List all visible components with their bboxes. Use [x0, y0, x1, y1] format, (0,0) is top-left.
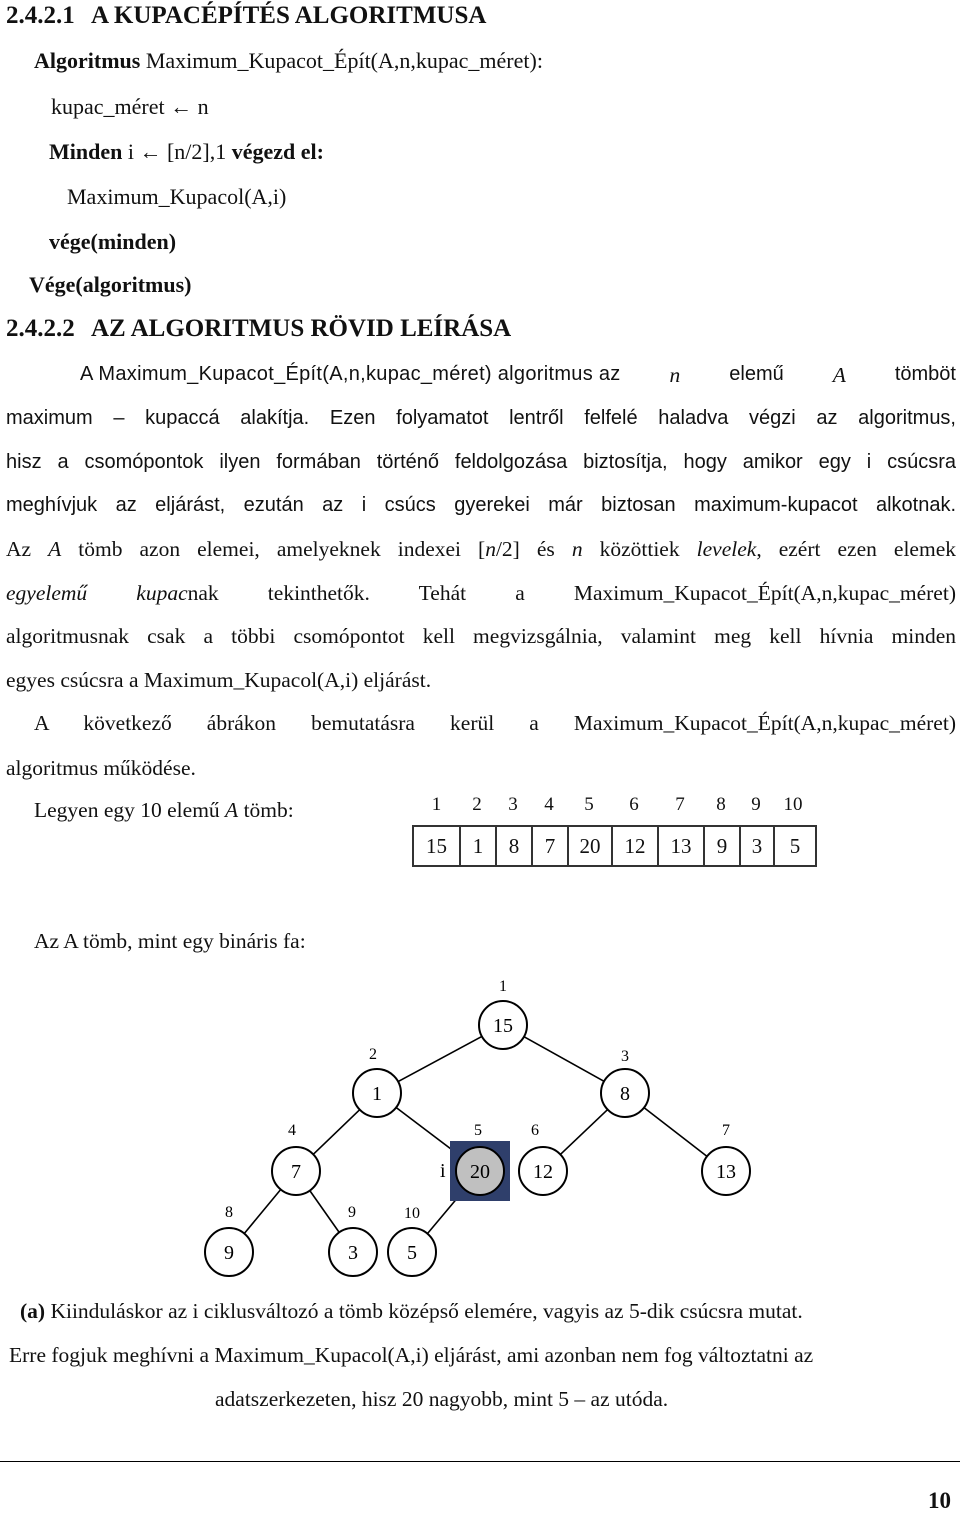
tree-node-index: 6	[531, 1122, 539, 1139]
paragraph-1-line-2: maximum – kupaccá alakítja. Ezen folyamatot lentről felfelé haladva végzi az algoritmus,	[6, 407, 956, 429]
page-number: 10	[928, 1488, 951, 1513]
tree-node-value: 9	[224, 1242, 234, 1264]
tree-node-value: 5	[407, 1242, 417, 1264]
tree-node-value: 3	[348, 1242, 358, 1264]
array-cell: 20	[568, 826, 612, 866]
paragraph-1-line-7: algoritmusnak csak a többi csomópontot kell megvizsgálnia, valamint meg kell hívnia minden	[6, 624, 956, 648]
array-cell: 9	[704, 826, 740, 866]
tree-node-index: 9	[348, 1204, 356, 1221]
binary-tree-diagram	[0, 960, 960, 1290]
algorithm-signature: Maximum_Kupacot_Épít(A,n,kupac_méret):	[140, 48, 543, 73]
tree-intro: Az A tömb, mint egy bináris fa:	[34, 929, 306, 953]
paragraph-1-line-6: egyelemű kupacnak tekinthetők. Tehát a Maximum_Kupacot_Épít(A,n,kupac_méret)	[6, 581, 956, 605]
array-cell: 8	[496, 826, 532, 866]
algorithm-keyword: Algoritmus	[34, 48, 141, 73]
tree-node-value: 7	[291, 1161, 301, 1183]
tree-node-index: 2	[369, 1046, 377, 1063]
tree-node-index: 3	[621, 1048, 629, 1065]
algorithm-line-5: vége(minden)	[49, 229, 177, 254]
section-title: A KUPACÉPÍTÉS ALGORITMUSA	[91, 2, 487, 29]
paragraph-1-line-1: A Maximum_Kupacot_Épít(A,n,kupac_méret) algoritmus az n elemű A tömböt	[80, 363, 956, 387]
tree-node-index: 4	[288, 1122, 296, 1139]
section-heading-2	[6, 315, 511, 343]
do-keyword: végezd el:	[231, 139, 324, 164]
tree-node-value: 13	[716, 1161, 736, 1183]
array-table	[412, 825, 817, 867]
footer-rule	[0, 1461, 960, 1462]
array-cell: 5	[774, 826, 816, 866]
tree-node-value: 1	[372, 1083, 382, 1105]
array-intro: Legyen egy 10 elemű A tömb:	[34, 798, 294, 822]
tree-node-value: 15	[493, 1015, 513, 1037]
paragraph-2-line-1: A következő ábrákon bemutatásra kerül a Maximum_Kupacot_Épít(A,n,kupac_méret)	[34, 711, 956, 735]
caption-line-1: (a) Kiinduláskor az i ciklusváltozó a tömb középső elemére, vagyis az 5-dik csúcsra mutat.	[20, 1299, 803, 1323]
array-row	[413, 826, 816, 866]
paragraph-1-line-3: hisz a csomópontok ilyen formában történő feldolgozása biztosítja, hogy amikor egy i csúcsra	[6, 451, 956, 473]
algorithm-line-1	[34, 48, 543, 74]
caption-label: (a)	[20, 1299, 46, 1323]
array-cell: 13	[658, 826, 704, 866]
tree-edge	[398, 1036, 482, 1081]
array-cell: 15	[413, 826, 460, 866]
tree-edge	[644, 1108, 707, 1157]
array-cell: 3	[740, 826, 774, 866]
tree-edge	[244, 1189, 280, 1233]
tree-node-value: 8	[620, 1083, 630, 1105]
tree-edge	[524, 1037, 604, 1082]
algorithm-line-3	[49, 139, 324, 165]
algorithm-line-4: Maximum_Kupacol(A,i)	[67, 184, 287, 209]
tree-edge	[310, 1191, 339, 1233]
section-number: 2.4.2.1	[6, 2, 75, 29]
algorithm-line-2: kupac_méret ← n	[51, 94, 209, 119]
tree-node-index: 7	[722, 1122, 730, 1139]
section-title: AZ ALGORITMUS RÖVID LEÍRÁSA	[91, 315, 512, 342]
tree-node-index: 1	[499, 978, 507, 995]
array-cell: 7	[532, 826, 568, 866]
paragraph-2-line-2: algoritmus működése.	[6, 756, 196, 780]
loop-variable-pointer: i	[440, 1160, 446, 1182]
tree-edge	[313, 1110, 359, 1155]
tree-node-value: 20	[470, 1161, 490, 1183]
paragraph-1-line-5: Az A tömb azon elemei, amelyeknek indexei [n/2] és n közöttiek levelek, ezért ezen elemek	[6, 537, 956, 561]
caption-line-2: Erre fogjuk meghívni a Maximum_Kupacol(A,i) eljárást, ami azonban nem fog változtatni az	[9, 1343, 814, 1367]
array-index-row: 1 2 3 4 5 6 7 8 9 10	[431, 794, 803, 815]
tree-node-value: 12	[533, 1161, 553, 1183]
paragraph-1-line-4: meghívjuk az eljárást, ezután az i csúcs gyerekei már biztosan maximum-kupacot alkotnak.	[6, 494, 956, 516]
tree-node-index: 10	[404, 1205, 420, 1222]
for-keyword: Minden	[49, 139, 123, 164]
algorithm-line-6: Vége(algoritmus)	[29, 272, 192, 297]
array-cell: 1	[460, 826, 496, 866]
tree-node-index: 5	[474, 1122, 482, 1139]
for-range: i ← [n/2],1	[122, 139, 232, 164]
tree-node-index: 8	[225, 1204, 233, 1221]
paragraph-1-line-8: egyes csúcsra a Maximum_Kupacol(A,i) eljárást.	[6, 668, 432, 692]
caption-line-3: adatszerkezeten, hisz 20 nagyobb, mint 5 – az utóda.	[215, 1387, 669, 1411]
tree-edge	[560, 1110, 607, 1155]
section-heading-1	[6, 2, 486, 30]
section-number: 2.4.2.2	[6, 315, 75, 342]
array-cell: 12	[612, 826, 658, 866]
